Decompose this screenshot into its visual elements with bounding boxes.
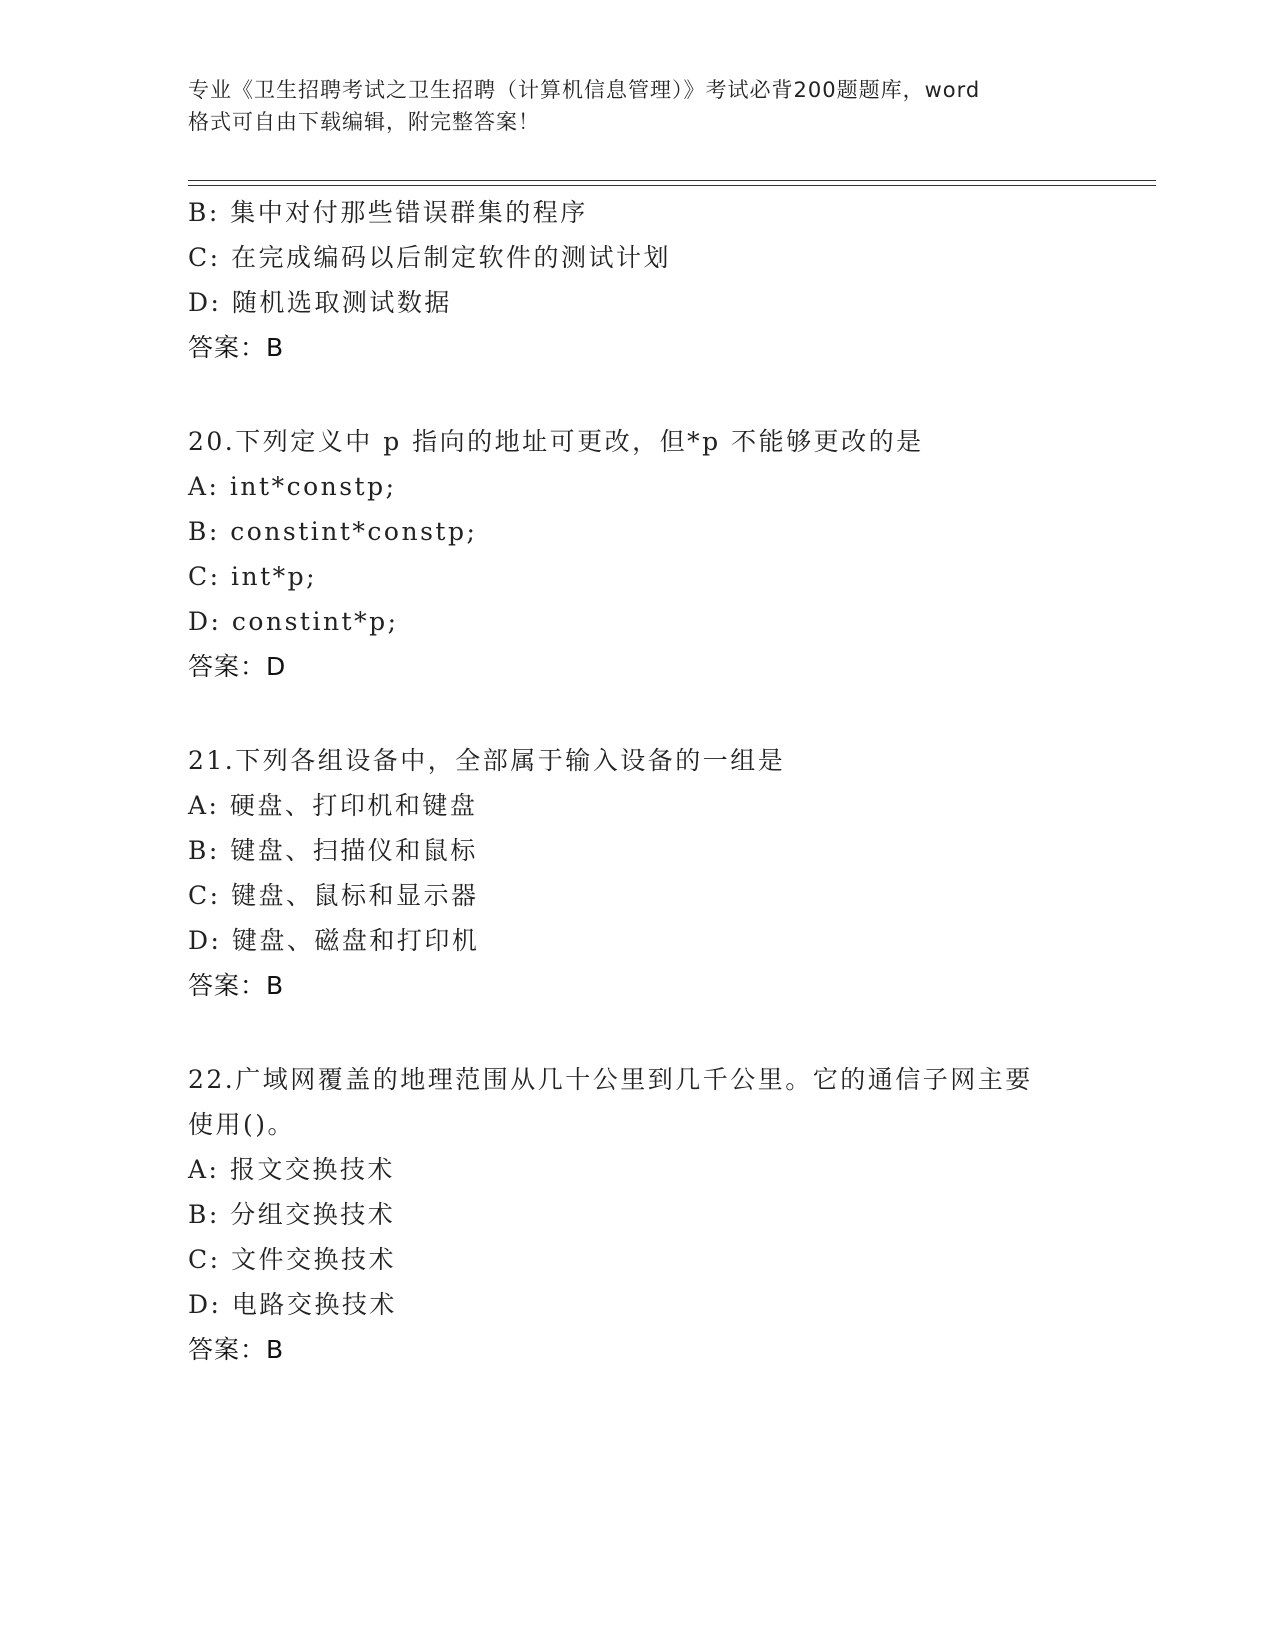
answer-line: 答案：B <box>188 971 285 1000</box>
question-20 <box>188 419 1088 689</box>
header-divider-bottom <box>188 185 1156 186</box>
document-body <box>188 190 1088 1372</box>
question-title-line-1: 22.广域网覆盖的地理范围从几十公里到几千公里。它的通信子网主要 <box>188 1065 1033 1094</box>
answer-line: 答案：D <box>188 652 287 681</box>
header-line-2: 格式可自由下载编辑，附完整答案！ <box>188 110 540 134</box>
question-fragment <box>188 190 1088 370</box>
document-header <box>188 74 1088 138</box>
option-b: B: 键盘、扫描仪和鼠标 <box>188 836 478 865</box>
question-21 <box>188 738 1088 1008</box>
option-c: C: 在完成编码以后制定软件的测试计划 <box>188 243 671 272</box>
option-c: C: 键盘、鼠标和显示器 <box>188 881 479 910</box>
question-22 <box>188 1057 1088 1372</box>
question-title: 20.下列定义中 p 指向的地址可更改，但*p 不能够更改的是 <box>188 427 924 456</box>
answer-line: 答案：B <box>188 333 285 362</box>
option-a: A: int*constp; <box>188 472 397 501</box>
option-a: A: 报文交换技术 <box>188 1155 395 1184</box>
option-b: B: constint*constp; <box>188 517 478 546</box>
option-d: D: 电路交换技术 <box>188 1290 397 1319</box>
option-b: B: 集中对付那些错误群集的程序 <box>188 198 588 227</box>
option-c: C: 文件交换技术 <box>188 1245 396 1274</box>
option-c: C: int*p; <box>188 562 318 591</box>
question-title-line-2: 使用()。 <box>188 1110 296 1139</box>
option-d: D: constint*p; <box>188 607 399 636</box>
option-b: B: 分组交换技术 <box>188 1200 396 1229</box>
header-divider-top <box>188 180 1156 181</box>
question-title: 21.下列各组设备中，全部属于输入设备的一组是 <box>188 746 786 775</box>
answer-line: 答案：B <box>188 1335 285 1364</box>
option-d: D: 随机选取测试数据 <box>188 288 452 317</box>
header-line-1: 专业《卫生招聘考试之卫生招聘（计算机信息管理）》考试必背200题题库，word <box>188 78 981 102</box>
option-d: D: 键盘、磁盘和打印机 <box>188 926 480 955</box>
option-a: A: 硬盘、打印机和键盘 <box>188 791 478 820</box>
